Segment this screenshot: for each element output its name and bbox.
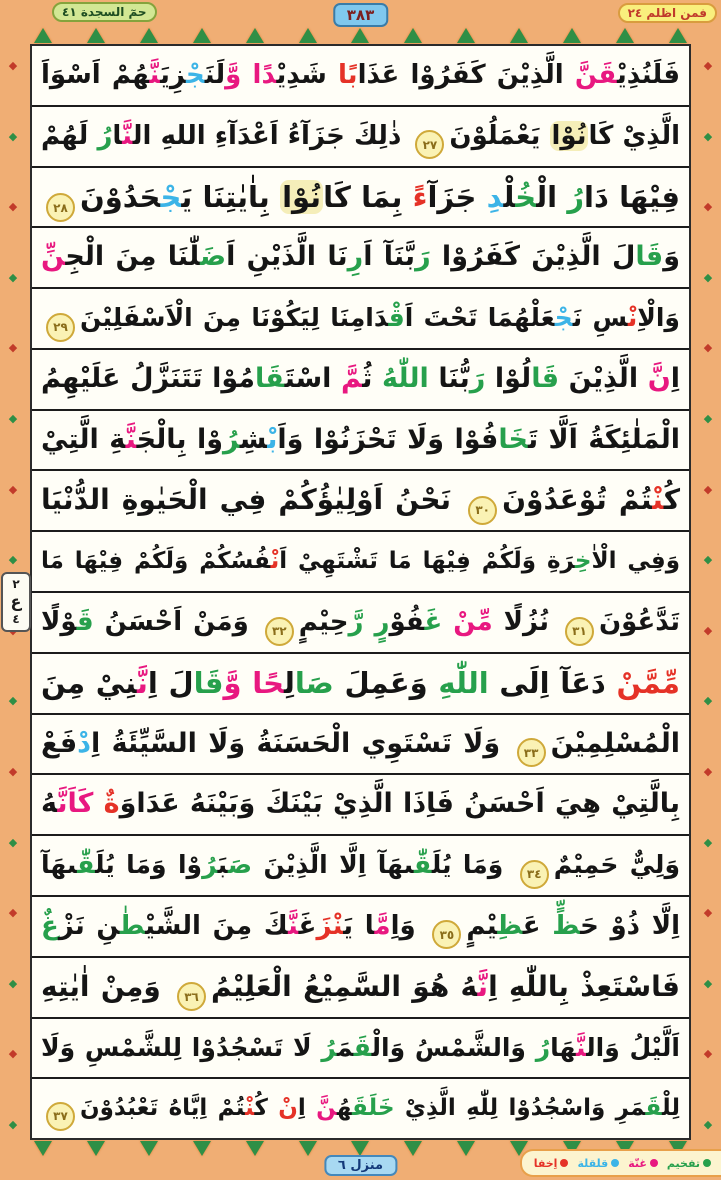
text-segment: الْمَلٰئِكَةُ اَلَّا تَ bbox=[527, 423, 681, 455]
ornament-diamond: ◆ bbox=[703, 694, 713, 708]
text-segment: لَ الَّذِيْنَ كَفَرُوْا bbox=[430, 241, 636, 273]
ornament-diamond: ◆ bbox=[703, 200, 713, 214]
text-segment: وَمَا يُلَ bbox=[431, 850, 515, 880]
text-segment: وَفِي الْاٰ bbox=[591, 548, 680, 575]
quran-line bbox=[32, 532, 689, 593]
legend-label: تفخيم bbox=[666, 1156, 700, 1170]
ornament-arch bbox=[193, 28, 211, 43]
text-segment: نْزَ bbox=[316, 910, 344, 941]
text-segment: اِ bbox=[670, 362, 680, 394]
quran-line bbox=[32, 1079, 689, 1138]
text-segment: رَ bbox=[415, 241, 431, 273]
text-segment: شَدِيْ bbox=[276, 60, 339, 90]
ornament-diamond: ◆ bbox=[8, 270, 18, 284]
ornament-arch bbox=[246, 28, 264, 43]
text-segment: غَ bbox=[298, 910, 317, 941]
text-segment: نْ bbox=[627, 303, 638, 333]
ruku-bottom-number: ٤ bbox=[12, 612, 20, 626]
text-segment: شِ bbox=[239, 423, 268, 455]
text-segment: نَّ bbox=[477, 969, 489, 1003]
text-segment: وَلَا تَسْتَوِي الْحَسَنَةُ وَلَا السَّيِّئَةُ اِ bbox=[90, 727, 512, 759]
text-segment: حِيْمٍ bbox=[298, 607, 349, 638]
legend-color-dot bbox=[650, 1159, 658, 1167]
legend-item bbox=[628, 1157, 658, 1170]
text-segment: هُمْ اَسْوَاَ bbox=[41, 60, 150, 90]
text-segment: نَّ bbox=[288, 910, 299, 941]
text-segment: دِ bbox=[486, 179, 504, 214]
text-segment: قَ bbox=[353, 1032, 372, 1062]
ornament-arch bbox=[669, 28, 687, 43]
ornament-arch bbox=[510, 28, 528, 43]
text-segment: رُ bbox=[535, 1032, 551, 1062]
text-segment: قّٰ bbox=[413, 850, 432, 880]
text-segment: مُوْا تَتَنَزَّلُ عَلَيْهِمُ bbox=[41, 362, 256, 394]
ornament-diamond: ◆ bbox=[8, 1117, 18, 1131]
text-segment: فَلَنُذِيْ bbox=[616, 60, 680, 90]
ornament-diamond: ◆ bbox=[703, 835, 713, 849]
text-segment: فَعْ bbox=[41, 727, 78, 759]
text-segment: كُ bbox=[254, 1095, 279, 1122]
text-segment: غَ bbox=[424, 607, 443, 638]
ornament-arch bbox=[140, 1141, 158, 1156]
text-segment: نَّ bbox=[125, 423, 137, 455]
text-segment: مِّنْ bbox=[453, 607, 493, 638]
verse-number-marker: ٢٧ bbox=[415, 130, 444, 159]
text-segment: تُمْ تُوْعَدُوْنَ bbox=[502, 483, 653, 517]
legend-item bbox=[534, 1157, 569, 1170]
text-segment: قَ bbox=[76, 607, 94, 638]
text-segment: نْ bbox=[245, 1095, 255, 1122]
ornament-arch bbox=[404, 28, 422, 43]
text-segment: كَ مِنَ الشَّيْ bbox=[145, 910, 289, 941]
ornament-arch bbox=[616, 28, 634, 43]
text-segment: دَعَآ اِلَى bbox=[488, 665, 617, 700]
text-segment: نَا الَّذَيْنِ اَ bbox=[226, 241, 348, 273]
ornament-arch bbox=[457, 28, 475, 43]
legend-label: قلقلة bbox=[577, 1156, 609, 1170]
text-segment: حَدُوْنَ bbox=[80, 179, 161, 214]
text-segment: نُوْا bbox=[551, 120, 587, 151]
legend-color-dot bbox=[611, 1159, 619, 1167]
quran-line bbox=[32, 836, 689, 897]
text-segment: وَالْاِ bbox=[637, 303, 680, 333]
text-segment: نُوْا bbox=[282, 179, 322, 214]
text-segment: رُ bbox=[97, 120, 113, 151]
text-segment: بُّنَا bbox=[428, 362, 470, 394]
text-segment: ءً bbox=[412, 179, 428, 214]
ornament-diamond: ◆ bbox=[703, 623, 713, 637]
text-segment: سِ نَ bbox=[572, 303, 628, 333]
text-segment: نِ نَزْ bbox=[58, 910, 120, 941]
text-segment: رُ bbox=[567, 179, 585, 214]
text-segment: نْ bbox=[652, 483, 664, 517]
legend-label: اِخفا bbox=[533, 1156, 558, 1170]
text-segment: اللّٰهُ bbox=[382, 362, 429, 394]
text-segment: الَّذِيْنَ bbox=[559, 362, 648, 394]
text-segment: لِلْ bbox=[661, 1095, 680, 1122]
quran-line bbox=[32, 107, 689, 168]
verse-number-marker: ٣٠ bbox=[468, 496, 497, 525]
verse-number-marker: ٣٣ bbox=[517, 738, 546, 767]
quran-line bbox=[32, 593, 689, 654]
ornament-diamond: ◆ bbox=[703, 764, 713, 778]
quran-line bbox=[32, 471, 689, 532]
ornament-arch bbox=[299, 1141, 317, 1156]
text-segment: قَنَّ bbox=[574, 60, 617, 90]
ornament-diamond: ◆ bbox=[703, 270, 713, 284]
text-segment: طٰ bbox=[119, 910, 146, 941]
text-segment: فُوْا وَلَا تَحْزَنُوْا وَاَ bbox=[277, 423, 499, 455]
text-segment: اللّٰهِ bbox=[438, 665, 489, 700]
ornament-diamond: ◆ bbox=[703, 129, 713, 143]
text-segment: رٍ رَّ bbox=[348, 607, 390, 638]
text-segment: جْ bbox=[160, 179, 182, 214]
ornament-diamond: ◆ bbox=[703, 411, 713, 425]
text-segment: وَمِنْ اٰيٰتِهِ bbox=[41, 969, 173, 1003]
verse-number-marker: ٣٤ bbox=[520, 860, 549, 889]
text-segment: صَا bbox=[294, 665, 334, 700]
text-segment: قَا bbox=[531, 362, 560, 394]
text-segment: وَمَنْ اَحْسَنُ bbox=[93, 607, 260, 638]
text-block bbox=[30, 44, 691, 1140]
text-segment: وَ bbox=[663, 241, 680, 273]
text-segment: لَنَ bbox=[204, 60, 226, 90]
ornament-diamond: ◆ bbox=[703, 59, 713, 72]
text-segment: ظٍّ bbox=[552, 910, 581, 941]
text-segment: عَ bbox=[522, 910, 553, 941]
ornament-arch bbox=[404, 1141, 422, 1156]
ornament-diamond: ◆ bbox=[8, 694, 18, 708]
text-segment: هُ bbox=[336, 1095, 352, 1122]
verse-number-marker: ٣٢ bbox=[265, 617, 294, 646]
border-ornament-right bbox=[701, 60, 715, 1130]
ornament-diamond: ◆ bbox=[8, 341, 18, 355]
text-segment: لّٰنَا مِنَ الْجِ bbox=[65, 241, 200, 273]
text-segment: رِ bbox=[347, 241, 364, 273]
text-segment: بَّنَآ اَ bbox=[363, 241, 416, 273]
legend-item bbox=[577, 1157, 619, 1170]
text-segment: وَعَمِلَ bbox=[333, 665, 439, 700]
text-segment: دَامِنَا لِيَكُوْنَا مِنَ الْاَسْفَلِيْنَ bbox=[80, 303, 389, 333]
ornament-diamond: ◆ bbox=[8, 129, 18, 143]
text-segment: بِالَّتِيْ هِيَ اَحْسَنُ فَاِذَا الَّذِيْ بَيْنَكَ وَبَيْنَهُ عَدَاوَ bbox=[119, 788, 680, 820]
ornament-arch bbox=[351, 1141, 369, 1156]
text-segment: تَدَّعُوْنَ bbox=[598, 607, 680, 638]
text-segment: رُ bbox=[202, 850, 218, 880]
ornament-diamond: ◆ bbox=[8, 976, 18, 990]
text-segment: نِيْ مِنَ bbox=[41, 665, 137, 700]
text-segment: ذٰلِكَ جَزَآءُ اَعْدَآءِ اللهِ ال bbox=[132, 120, 411, 151]
quran-line bbox=[32, 411, 689, 472]
ornament-arch bbox=[87, 1141, 105, 1156]
text-segment: اَلَّيْلُ وَال bbox=[586, 1032, 680, 1062]
text-segment: قَا bbox=[255, 362, 285, 394]
text-segment bbox=[442, 607, 453, 637]
ornament-diamond: ◆ bbox=[703, 1047, 713, 1061]
text-segment: لَا تَسْجُدُوْا لِلشَّمْسِ وَلَا bbox=[41, 1032, 322, 1062]
text-segment: لَهُمْ bbox=[41, 120, 98, 151]
text-segment: رُ bbox=[223, 423, 240, 455]
text-segment: ا يَ bbox=[343, 910, 375, 941]
text-segment: رَةِ وَلَكُمْ فِيْهَا مَا تَشْتَهِيْ اَ bbox=[279, 548, 575, 575]
ornament-diamond: ◆ bbox=[8, 835, 18, 849]
text-segment: جْ bbox=[186, 60, 205, 90]
legend-color-dot bbox=[560, 1159, 568, 1167]
text-segment: رَ bbox=[469, 362, 486, 394]
quran-line bbox=[32, 958, 689, 1019]
ruku-marker bbox=[1, 572, 31, 632]
text-segment: لِ bbox=[284, 665, 295, 700]
text-segment: ةٌ bbox=[103, 788, 120, 820]
text-segment: فِيْهَا دَا bbox=[584, 179, 680, 214]
text-segment: ثُ bbox=[362, 362, 382, 394]
ornament-arch bbox=[563, 28, 581, 43]
text-segment: خَلَقَ bbox=[352, 1095, 395, 1122]
text-segment: مِّمَّنْ bbox=[616, 665, 681, 700]
ornament-arch bbox=[193, 1141, 211, 1156]
ornament-diamond: ◆ bbox=[703, 553, 713, 567]
text-segment: قَ bbox=[645, 1095, 662, 1122]
ornament-arch bbox=[351, 28, 369, 43]
text-segment: تُمْ اِيَّاهُ تَعْبُدُوْنَ bbox=[80, 1095, 246, 1122]
text-segment: الْمُسْلِمِيْنَ bbox=[550, 727, 680, 759]
text-segment: ا bbox=[112, 120, 123, 151]
text-segment: غٌ bbox=[41, 910, 59, 941]
text-segment: نَّ bbox=[647, 362, 671, 394]
text-segment: نْ bbox=[270, 548, 280, 575]
text-segment: نَحْنُ اَوْلِيٰؤُكُمْ فِي الْحَيٰوةِ الدُّنْيَا bbox=[41, 483, 464, 517]
text-segment: هُ هُوَ السَّمِيْعُ الْعَلِيْمُ bbox=[211, 969, 478, 1003]
juz-label-badge: فمن اظلم ٢٤ bbox=[618, 3, 717, 23]
text-segment: وْا وَمَا يُلَ bbox=[95, 850, 203, 880]
text-segment: دْ bbox=[77, 727, 91, 759]
ornament-arch bbox=[34, 28, 52, 43]
quran-line bbox=[32, 168, 689, 229]
text-segment: اِلَّا ذُوْ حَ bbox=[580, 910, 681, 941]
text-segment: وْا بِالْجَ bbox=[136, 423, 223, 455]
text-segment: قَا bbox=[193, 665, 224, 700]
text-segment: قْ bbox=[388, 303, 405, 333]
text-segment: قّٰ bbox=[77, 850, 96, 880]
text-segment: اسْتَ bbox=[284, 362, 342, 394]
text-segment bbox=[93, 788, 103, 819]
ornament-arch bbox=[457, 1141, 475, 1156]
text-segment: حًا وَّ bbox=[223, 665, 285, 700]
text-segment: الْ bbox=[536, 179, 568, 214]
quran-line bbox=[32, 289, 689, 350]
surah-label-badge: حمٓ السجدة ٤١ bbox=[52, 2, 157, 22]
text-segment: جْ bbox=[554, 303, 573, 333]
text-segment: هُ bbox=[41, 788, 58, 820]
quran-line bbox=[32, 1019, 689, 1080]
text-segment: الَّذِيْنَ كَفَرُوْا عَذَا bbox=[357, 60, 575, 90]
text-segment: وْلًا bbox=[41, 607, 77, 638]
quran-line bbox=[32, 715, 689, 776]
text-segment: دًا وَّ bbox=[225, 60, 277, 90]
ornament-diamond: ◆ bbox=[703, 976, 713, 990]
border-ornament-top bbox=[34, 26, 687, 43]
ornament-diamond: ◆ bbox=[8, 59, 18, 72]
verse-number-marker: ٢٩ bbox=[46, 313, 75, 342]
text-segment: يَعْمَلُوْنَ bbox=[449, 120, 550, 151]
page-number-badge: ٣٨٣ bbox=[333, 3, 388, 27]
quran-line bbox=[32, 897, 689, 958]
quran-line bbox=[32, 775, 689, 836]
text-segment: بَ bbox=[217, 850, 228, 880]
ornament-arch bbox=[299, 28, 317, 43]
text-segment: ضَ bbox=[199, 241, 227, 273]
ornament-arch bbox=[140, 28, 158, 43]
text-segment: خَا bbox=[498, 423, 528, 455]
manzil-badge: منزل ٦ bbox=[324, 1155, 397, 1176]
text-segment: الَّذِيْ كَا bbox=[588, 120, 680, 151]
ornament-arch bbox=[87, 28, 105, 43]
text-segment: ةِ الَّتِيْ bbox=[41, 423, 126, 455]
text-segment: عَلْهُمَا تَحْتَ اَ bbox=[404, 303, 555, 333]
tajweed-legend bbox=[520, 1149, 721, 1177]
text-segment: ظِ bbox=[497, 910, 523, 941]
text-segment: نَّ bbox=[576, 1032, 587, 1062]
text-segment: نُزُلًا bbox=[492, 607, 560, 638]
text-segment: كَاَنَّ bbox=[57, 788, 94, 820]
text-segment: مَّ bbox=[341, 362, 363, 394]
ruku-top-number: ٢ bbox=[12, 577, 20, 591]
verse-number-marker: ٣٧ bbox=[46, 1102, 75, 1131]
ruku-ain-symbol: ع bbox=[10, 592, 22, 611]
text-segment: هَا bbox=[550, 1032, 577, 1062]
quran-line bbox=[32, 228, 689, 289]
text-segment: نِّ bbox=[41, 241, 66, 273]
quran-line bbox=[32, 350, 689, 411]
text-segment: يْمٍ bbox=[466, 910, 498, 941]
text-segment: خُ bbox=[515, 179, 537, 214]
text-segment: بًا bbox=[338, 60, 358, 90]
ornament-diamond: ◆ bbox=[8, 482, 18, 496]
text-segment: لْ bbox=[503, 179, 516, 214]
text-segment: وَاِ bbox=[390, 910, 428, 941]
text-segment: فُسُكُمْ وَلَكُمْ فِيْهَا مَا bbox=[41, 548, 271, 575]
quran-line bbox=[32, 654, 689, 715]
text-segment: نَّ bbox=[316, 1095, 337, 1122]
quran-line bbox=[32, 46, 689, 107]
text-segment: نَّ bbox=[122, 120, 133, 151]
text-segment: وَلِيٌّ حَمِيْمٌ bbox=[553, 850, 680, 880]
text-segment: نَّ bbox=[149, 60, 161, 90]
text-segment: وَالشَّمْسُ وَالْ bbox=[371, 1032, 536, 1062]
text-segment: كُ bbox=[663, 483, 680, 517]
text-segment: ىهَآ bbox=[41, 850, 78, 880]
legend-label: غنّة bbox=[628, 1156, 647, 1170]
text-segment: صَ bbox=[227, 850, 253, 880]
text-segment: فَاسْتَعِذْ بِاللّٰهِ اِ bbox=[488, 969, 680, 1003]
ornament-diamond: ◆ bbox=[703, 341, 713, 355]
ornament-diamond: ◆ bbox=[8, 764, 18, 778]
text-segment: نَّ bbox=[136, 665, 148, 700]
ornament-diamond: ◆ bbox=[703, 482, 713, 496]
ornament-arch bbox=[246, 1141, 264, 1156]
verse-number-marker: ٢٨ bbox=[46, 193, 75, 222]
ornament-diamond: ◆ bbox=[703, 1117, 713, 1131]
text-segment: فُوْ bbox=[389, 607, 425, 638]
text-segment: بْ bbox=[267, 423, 278, 455]
text-segment: ىهَآ اِلَّا الَّذِيْنَ bbox=[252, 850, 414, 880]
ornament-diamond: ◆ bbox=[8, 553, 18, 567]
text-segment: بِاٰيٰتِنَا يَ bbox=[181, 179, 281, 214]
text-segment: نْ bbox=[278, 1095, 298, 1122]
text-segment: مَّ bbox=[374, 910, 391, 941]
verse-number-marker: ٣٦ bbox=[177, 982, 206, 1011]
ornament-diamond: ◆ bbox=[8, 906, 18, 920]
text-segment: لَ اِ bbox=[147, 665, 194, 700]
text-segment: جَزَآ bbox=[427, 179, 487, 214]
ornament-diamond: ◆ bbox=[8, 1047, 18, 1061]
ornament-diamond: ◆ bbox=[8, 411, 18, 425]
text-segment: قَا bbox=[635, 241, 664, 273]
verse-number-marker: ٣٥ bbox=[432, 920, 461, 949]
text-segment: رُ bbox=[321, 1032, 337, 1062]
verse-number-marker: ٣١ bbox=[565, 617, 594, 646]
legend-item bbox=[667, 1157, 711, 1170]
text-segment: لُوْا bbox=[485, 362, 532, 394]
text-segment: زِيَ bbox=[160, 60, 187, 90]
text-segment: مَرِ وَاسْجُدُوْا لِلّٰهِ الَّذِيْ bbox=[394, 1095, 646, 1122]
ornament-diamond: ◆ bbox=[703, 906, 713, 920]
ornament-arch bbox=[34, 1141, 52, 1156]
text-segment: اِ bbox=[297, 1095, 317, 1122]
legend-color-dot bbox=[703, 1159, 711, 1167]
ornament-diamond: ◆ bbox=[8, 200, 18, 214]
text-segment: بِمَا كَا bbox=[323, 179, 413, 214]
text-segment: خِ bbox=[574, 548, 592, 575]
text-segment: مَ bbox=[336, 1032, 354, 1062]
